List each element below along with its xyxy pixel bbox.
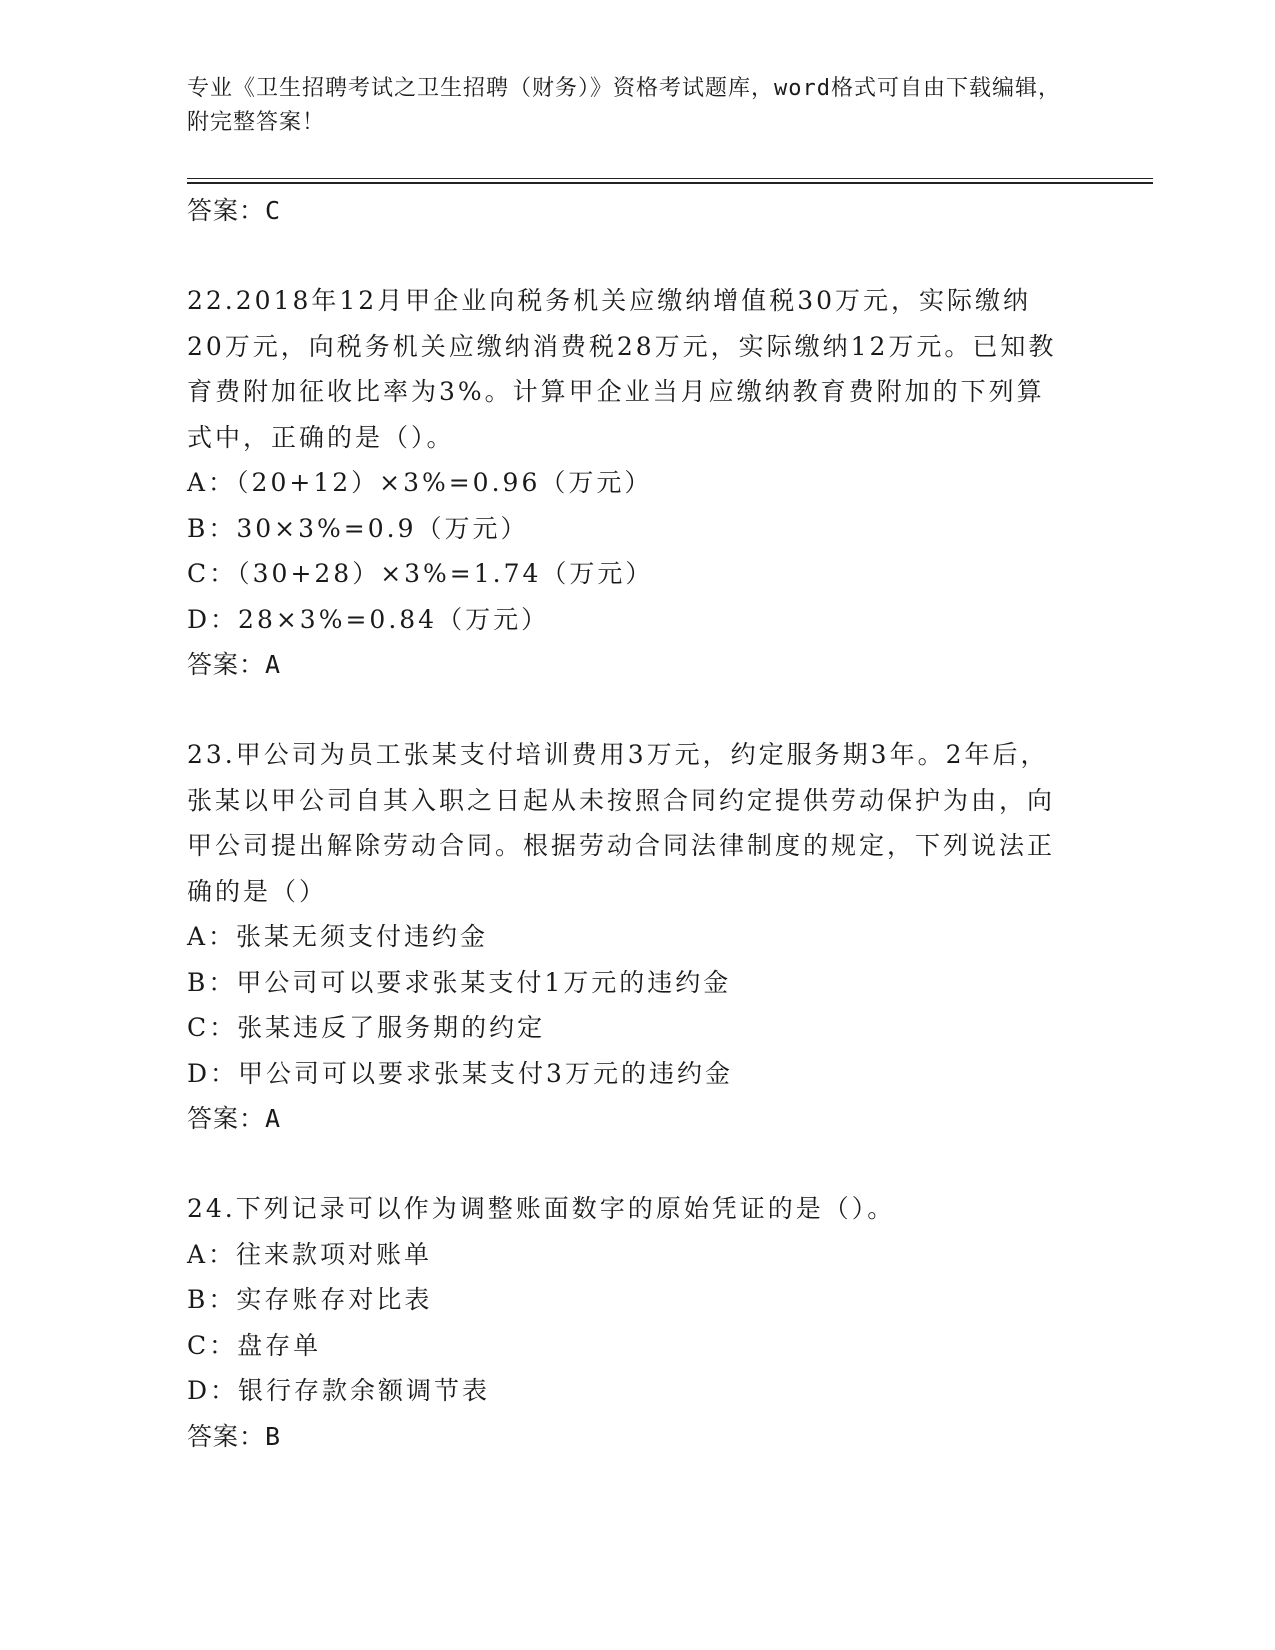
document-header	[187, 72, 1067, 140]
question-stem: 23.甲公司为员工张某支付培训费用3万元，约定服务期3年。2年后，张某以甲公司自其入职之日起从未按照合同约定提供劳动保护为由，向甲公司提出解除劳动合同。根据劳动合同法律制度的规定，下列说法正确的是（）	[187, 740, 1056, 906]
question-stem: 24.下列记录可以作为调整账面数字的原始凭证的是（）。	[187, 1194, 896, 1223]
question-24	[187, 1186, 1067, 1459]
answer: 答案：A	[187, 650, 282, 679]
option-c: C：（30+28）×3%=1.74（万元）	[187, 559, 654, 588]
header-title: 专业《卫生招聘考试之卫生招聘（财务）》资格考试题库，word格式可自由下载编辑，附完整答案！	[187, 76, 1061, 135]
header-divider-thin	[187, 178, 1153, 179]
option-d: D：甲公司可以要求张某支付3万元的违约金	[187, 1058, 733, 1088]
answer: 答案：A	[187, 1104, 282, 1133]
option-a: A：（20+12）×3%=0.96（万元）	[187, 468, 653, 497]
option-b: B：实存账存对比表	[187, 1285, 433, 1314]
option-a: A：往来款项对账单	[187, 1239, 433, 1269]
option-d: D：28×3%=0.84（万元）	[187, 604, 550, 634]
option-b: B：30×3%=0.9（万元）	[187, 513, 529, 543]
answer: 答案：B	[187, 1421, 282, 1451]
header-divider-thick	[187, 182, 1153, 184]
option-b: B：甲公司可以要求张某支付1万元的违约金	[187, 967, 732, 997]
option-d: D：银行存款余额调节表	[187, 1376, 491, 1405]
option-c: C：盘存单	[187, 1330, 322, 1360]
question-list	[187, 188, 1067, 1459]
question-23	[187, 732, 1067, 1141]
question-stem: 22.2018年12月甲企业向税务机关应缴纳增值税30万元，实际缴纳20万元，向税务机关应缴纳消费税28万元，实际缴纳12万元。已知教育费附加征收比率为3%。计算甲企业当月应缴纳教育费附加的下列算式中，正确的是（）。	[187, 286, 1057, 452]
question-22	[187, 278, 1067, 687]
option-a: A：张某无须支付违约金	[187, 922, 489, 951]
previous-answer: 答案：C	[187, 196, 282, 225]
option-c: C：张某违反了服务期的约定	[187, 1013, 546, 1042]
